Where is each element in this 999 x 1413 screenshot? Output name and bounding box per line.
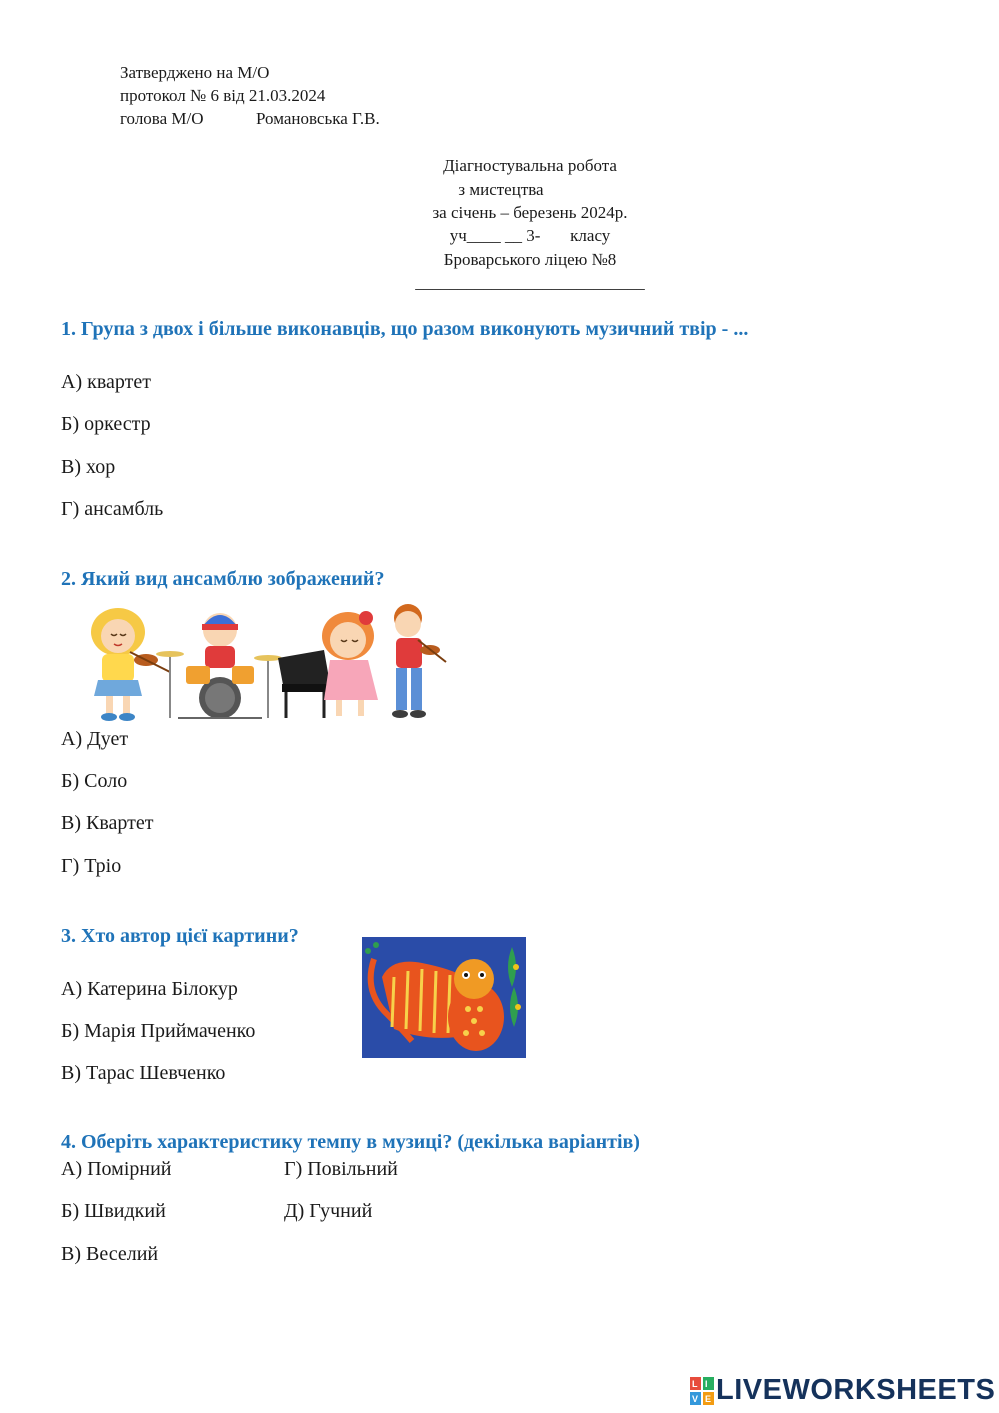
q3-option-b[interactable]: Б) Марія Приймаченко (61, 1020, 256, 1042)
q2-option-d[interactable]: Г) Тріо (61, 855, 122, 877)
q4-option-b[interactable]: Б) Швидкий (61, 1200, 166, 1222)
live-badge-letter-v: V (692, 1393, 699, 1404)
title-line-6: ___________________________ (415, 273, 645, 292)
approval-line-1: Затверджено на М/О (120, 63, 270, 82)
title-line-3: за січень – березень 2024р. (432, 203, 628, 222)
title-line-4: уч____ __ 3- класу (449, 226, 611, 245)
live-badge-icon (690, 1377, 714, 1405)
q4-option-g[interactable]: Г) Повільний (284, 1158, 398, 1180)
liveworksheets-logo[interactable] (690, 1374, 995, 1407)
question-4-text: 4. Оберіть характеристику темпу в музиці? (декілька варіантів) (61, 1131, 640, 1153)
logo-text: LIVEWORKSHEETS (716, 1374, 996, 1406)
q1-option-c[interactable]: В) хор (61, 456, 116, 478)
painting-image (362, 937, 526, 1058)
q3-option-a[interactable]: А) Катерина Білокур (61, 978, 238, 1000)
q4-option-a[interactable]: А) Помірний (61, 1158, 172, 1180)
q1-option-d[interactable]: Г) ансамбль (61, 498, 164, 520)
q2-option-a[interactable]: А) Дует (61, 728, 129, 750)
girl-violinist-figure (91, 608, 170, 721)
q2-option-c[interactable]: В) Квартет (61, 812, 154, 834)
question-3-text: 3. Хто автор цієї картини? (61, 925, 299, 947)
boy-violinist-figure (392, 604, 446, 718)
q1-option-a[interactable]: А) квартет (61, 371, 151, 393)
ensemble-illustration (78, 600, 450, 724)
q3-option-c[interactable]: В) Тарас Шевченко (61, 1062, 226, 1084)
q4-option-d[interactable]: Д) Гучний (284, 1200, 373, 1222)
question-2-text: 2. Який вид ансамблю зображений? (61, 568, 385, 590)
live-badge-letter-e: E (705, 1393, 712, 1404)
approval-line-3-role: голова М/О (120, 109, 204, 128)
boy-drummer-figure (156, 613, 282, 719)
live-badge-letter-i: I (705, 1378, 708, 1389)
title-line-1: Діагностувальна робота (443, 156, 617, 175)
title-line-2: з мистецтва (458, 180, 544, 199)
girl-pianist-figure (278, 611, 378, 718)
q4-option-v[interactable]: В) Веселий (61, 1243, 159, 1265)
title-line-5: Броварського ліцею №8 (443, 250, 617, 269)
approval-line-3-name: Романовська Г.В. (256, 109, 380, 128)
question-1-text: 1. Група з двох і більше виконавців, що разом виконують музичний твір - ... (61, 318, 749, 340)
q1-option-b[interactable]: Б) оркестр (61, 413, 151, 435)
approval-line-2: протокол № 6 від 21.03.2024 (120, 86, 326, 105)
q2-option-b[interactable]: Б) Соло (61, 770, 128, 792)
live-badge-letter-l: L (692, 1378, 698, 1389)
